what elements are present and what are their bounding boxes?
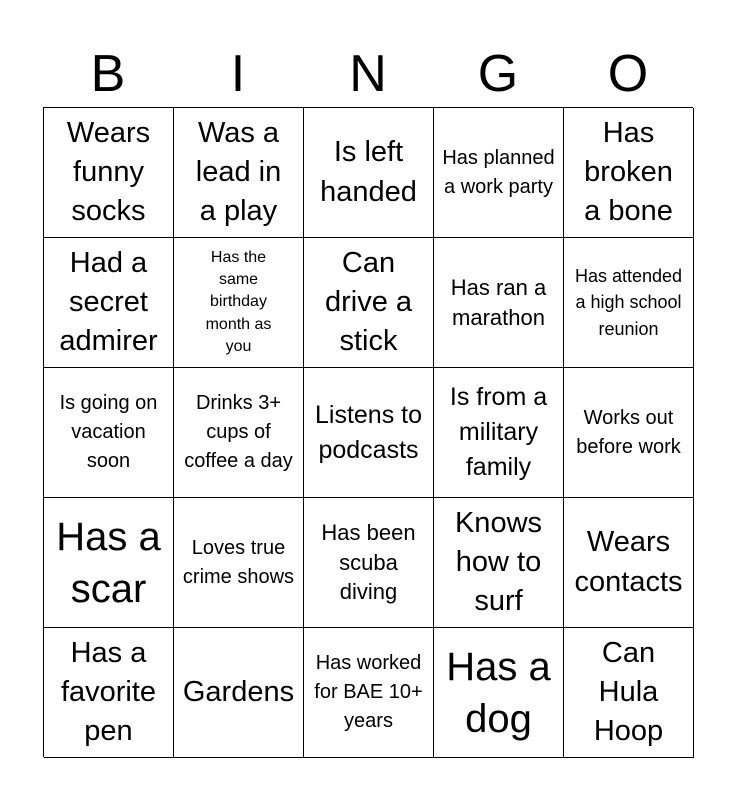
bingo-cell[interactable] [174, 498, 304, 628]
cell-text: Is from a military family [449, 383, 548, 481]
bingo-cell[interactable] [304, 368, 434, 498]
bingo-cell[interactable] [564, 628, 694, 758]
bingo-cell[interactable] [304, 628, 434, 758]
bingo-cell[interactable] [174, 108, 304, 238]
cell-text: Has ran a marathon [450, 274, 547, 330]
cell-text: Has a favorite pen [60, 636, 157, 748]
bingo-cell[interactable] [564, 108, 694, 238]
header-letter-n: N [349, 45, 387, 103]
bingo-cell[interactable] [174, 628, 304, 758]
cell-text: Was a lead in a play [195, 116, 282, 228]
bingo-cell[interactable] [564, 368, 694, 498]
bingo-cell[interactable] [44, 238, 174, 368]
bingo-cell[interactable] [304, 498, 434, 628]
bingo-cell[interactable] [564, 498, 694, 628]
header-letter-g: G [477, 45, 519, 103]
cell-text: Listens to podcasts [314, 400, 422, 464]
bingo-board [43, 107, 693, 757]
cell-text: Has planned a work party [442, 146, 555, 198]
header-letter-i: I [230, 45, 246, 103]
cell-text: Wears contacts [574, 526, 683, 598]
cell-text: Has broken a bone [584, 116, 673, 228]
cell-text: Drinks 3+ cups of coffee a day [184, 392, 293, 472]
bingo-cell[interactable] [434, 238, 564, 368]
cell-text: Is going on vacation soon [59, 392, 158, 472]
bingo-cell[interactable] [434, 628, 564, 758]
cell-text: Loves true crime shows [182, 536, 295, 588]
cell-text: Is left handed [320, 136, 417, 208]
cell-text: Has a scar [56, 514, 161, 611]
bingo-cell[interactable] [44, 368, 174, 498]
cell-text: Can drive a stick [324, 246, 413, 358]
bingo-cell[interactable] [44, 498, 174, 628]
bingo-cell[interactable] [174, 368, 304, 498]
header-letter-o: O [607, 45, 649, 103]
bingo-cell[interactable] [434, 498, 564, 628]
bingo-cell[interactable] [434, 368, 564, 498]
bingo-cell[interactable] [174, 238, 304, 368]
cell-text: Has attended a high school reunion [574, 266, 683, 339]
bingo-header [43, 40, 693, 108]
bingo-cell[interactable] [434, 108, 564, 238]
bingo-cell[interactable] [564, 238, 694, 368]
cell-text: Gardens [182, 675, 295, 708]
header-letter-b: B [90, 45, 126, 103]
cell-text: Wears funny socks [66, 116, 151, 228]
bingo-cell[interactable] [44, 628, 174, 758]
cell-text: Has the same birthday month as you [205, 248, 272, 356]
cell-text: Knows how to surf [454, 506, 543, 618]
cell-text: Has been scuba diving [321, 519, 416, 605]
bingo-cell[interactable] [304, 108, 434, 238]
bingo-cell[interactable] [304, 238, 434, 368]
cell-text: Can Hula Hoop [593, 636, 664, 748]
cell-text: Has a dog [446, 644, 551, 741]
cell-text: Has worked for BAE 10+ years [314, 652, 423, 732]
bingo-cell[interactable] [44, 108, 174, 238]
cell-text: Works out before work [576, 406, 681, 458]
cell-text: Had a secret admirer [59, 246, 158, 358]
